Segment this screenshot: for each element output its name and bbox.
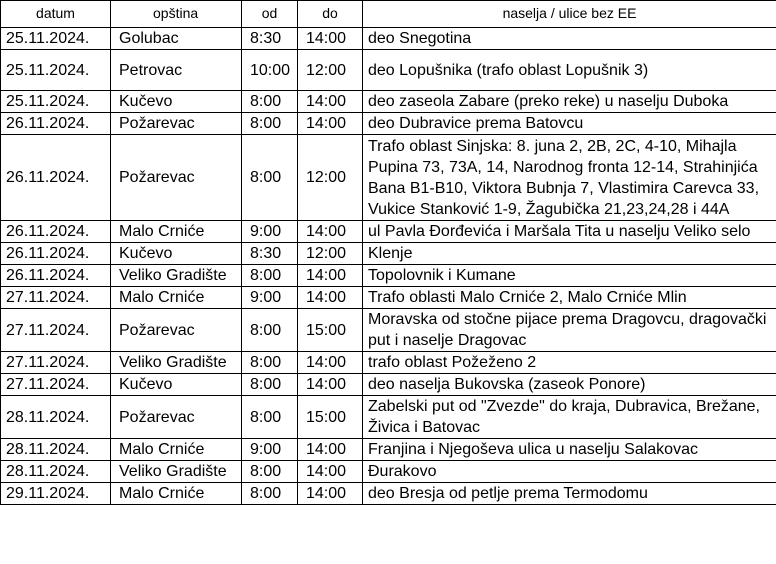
cell-to: 14:00 xyxy=(298,221,363,243)
table-row xyxy=(1,243,776,265)
cell-municipality: Petrovac xyxy=(111,50,242,91)
cell-description: deo zaseola Zabare (preko reke) u naselju Duboka xyxy=(363,91,776,113)
cell-description: Franjina i Njegoševa ulica u naselju Salakovac xyxy=(363,439,776,461)
cell-date: 27.11.2024. xyxy=(1,287,111,309)
cell-to: 14:00 xyxy=(298,461,363,483)
header-date: datum xyxy=(1,1,111,28)
cell-date: 28.11.2024. xyxy=(1,396,111,439)
cell-to: 14:00 xyxy=(298,265,363,287)
cell-date: 25.11.2024. xyxy=(1,91,111,113)
cell-date: 28.11.2024. xyxy=(1,461,111,483)
cell-municipality: Veliko Gradište xyxy=(111,265,242,287)
cell-to: 12:00 xyxy=(298,243,363,265)
cell-from: 8:00 xyxy=(242,396,298,439)
cell-from: 8:30 xyxy=(242,243,298,265)
cell-municipality: Požarevac xyxy=(111,396,242,439)
cell-from: 8:00 xyxy=(242,352,298,374)
header-from: od xyxy=(242,1,298,28)
header-row xyxy=(1,1,776,28)
cell-date: 26.11.2024. xyxy=(1,265,111,287)
cell-from: 8:00 xyxy=(242,135,298,221)
table-row xyxy=(1,483,776,505)
cell-from: 8:00 xyxy=(242,113,298,135)
cell-description: deo Snegotina xyxy=(363,28,776,50)
table-row xyxy=(1,135,776,221)
cell-municipality: Veliko Gradište xyxy=(111,352,242,374)
cell-description: Đurakovo xyxy=(363,461,776,483)
header-municipality: opština xyxy=(111,1,242,28)
table-row xyxy=(1,352,776,374)
cell-date: 26.11.2024. xyxy=(1,135,111,221)
cell-to: 15:00 xyxy=(298,309,363,352)
cell-description: deo Lopušnika (trafo oblast Lopušnik 3) xyxy=(363,50,776,91)
cell-to: 14:00 xyxy=(298,287,363,309)
cell-municipality: Malo Crniće xyxy=(111,287,242,309)
cell-municipality: Golubac xyxy=(111,28,242,50)
cell-municipality: Kučevo xyxy=(111,243,242,265)
cell-description: Trafo oblast Sinjska: 8. juna 2, 2B, 2C, 4-10, Mihajla Pupina 73, 73A, 14, Narodnog fronta 12-14, Strahinjića Bana B1-B10, Viktora Bubnja 7, Vlastimira Carevca 33, Vukice Stanković 1-9, Žagubička 21,23,24,28 i 44A xyxy=(363,135,776,221)
cell-from: 9:00 xyxy=(242,287,298,309)
cell-to: 14:00 xyxy=(298,483,363,505)
cell-municipality: Malo Crniće xyxy=(111,439,242,461)
cell-municipality: Požarevac xyxy=(111,309,242,352)
cell-from: 8:00 xyxy=(242,483,298,505)
cell-date: 25.11.2024. xyxy=(1,28,111,50)
cell-date: 27.11.2024. xyxy=(1,352,111,374)
cell-to: 14:00 xyxy=(298,113,363,135)
cell-date: 26.11.2024. xyxy=(1,243,111,265)
cell-description: deo naselja Bukovska (zaseok Ponore) xyxy=(363,374,776,396)
table-row xyxy=(1,265,776,287)
cell-from: 8:00 xyxy=(242,374,298,396)
cell-description: Trafo oblasti Malo Crniće 2, Malo Crniće Mlin xyxy=(363,287,776,309)
table-body xyxy=(1,28,776,505)
cell-from: 9:00 xyxy=(242,439,298,461)
cell-municipality: Malo Crniće xyxy=(111,483,242,505)
cell-from: 8:30 xyxy=(242,28,298,50)
table-row xyxy=(1,374,776,396)
cell-description: Klenje xyxy=(363,243,776,265)
cell-from: 9:00 xyxy=(242,221,298,243)
cell-from: 8:00 xyxy=(242,461,298,483)
cell-to: 12:00 xyxy=(298,135,363,221)
table-row xyxy=(1,309,776,352)
cell-municipality: Kučevo xyxy=(111,91,242,113)
cell-municipality: Požarevac xyxy=(111,135,242,221)
cell-date: 26.11.2024. xyxy=(1,113,111,135)
cell-municipality: Veliko Gradište xyxy=(111,461,242,483)
table-row xyxy=(1,28,776,50)
cell-date: 26.11.2024. xyxy=(1,221,111,243)
cell-description: deo Bresja od petlje prema Termodomu xyxy=(363,483,776,505)
cell-from: 8:00 xyxy=(242,309,298,352)
table-row xyxy=(1,396,776,439)
cell-description: Moravska od stočne pijace prema Dragovcu, dragovački put i naselje Dragovac xyxy=(363,309,776,352)
table-row xyxy=(1,113,776,135)
cell-date: 27.11.2024. xyxy=(1,309,111,352)
table-row xyxy=(1,91,776,113)
cell-description: ul Pavla Đorđevića i Maršala Tita u naselju Veliko selo xyxy=(363,221,776,243)
table-row xyxy=(1,439,776,461)
cell-to: 14:00 xyxy=(298,91,363,113)
cell-municipality: Malo Crniće xyxy=(111,221,242,243)
cell-description: Topolovnik i Kumane xyxy=(363,265,776,287)
cell-date: 28.11.2024. xyxy=(1,439,111,461)
header-to: do xyxy=(298,1,363,28)
cell-date: 29.11.2024. xyxy=(1,483,111,505)
cell-description: Zabelski put od "Zvezde" do kraja, Dubravica, Brežane, Živica i Batovac xyxy=(363,396,776,439)
cell-to: 14:00 xyxy=(298,439,363,461)
cell-to: 12:00 xyxy=(298,50,363,91)
cell-to: 14:00 xyxy=(298,374,363,396)
cell-municipality: Kučevo xyxy=(111,374,242,396)
table-row xyxy=(1,50,776,91)
table-row xyxy=(1,221,776,243)
cell-description: trafo oblast Požeženo 2 xyxy=(363,352,776,374)
cell-from: 8:00 xyxy=(242,265,298,287)
cell-description: deo Dubravice prema Batovcu xyxy=(363,113,776,135)
cell-from: 8:00 xyxy=(242,91,298,113)
table-row xyxy=(1,287,776,309)
header-description: naselja / ulice bez EE xyxy=(363,1,776,28)
cell-municipality: Požarevac xyxy=(111,113,242,135)
cell-date: 25.11.2024. xyxy=(1,50,111,91)
cell-date: 27.11.2024. xyxy=(1,374,111,396)
cell-to: 15:00 xyxy=(298,396,363,439)
cell-to: 14:00 xyxy=(298,28,363,50)
cell-from: 10:00 xyxy=(242,50,298,91)
cell-to: 14:00 xyxy=(298,352,363,374)
table-row xyxy=(1,461,776,483)
